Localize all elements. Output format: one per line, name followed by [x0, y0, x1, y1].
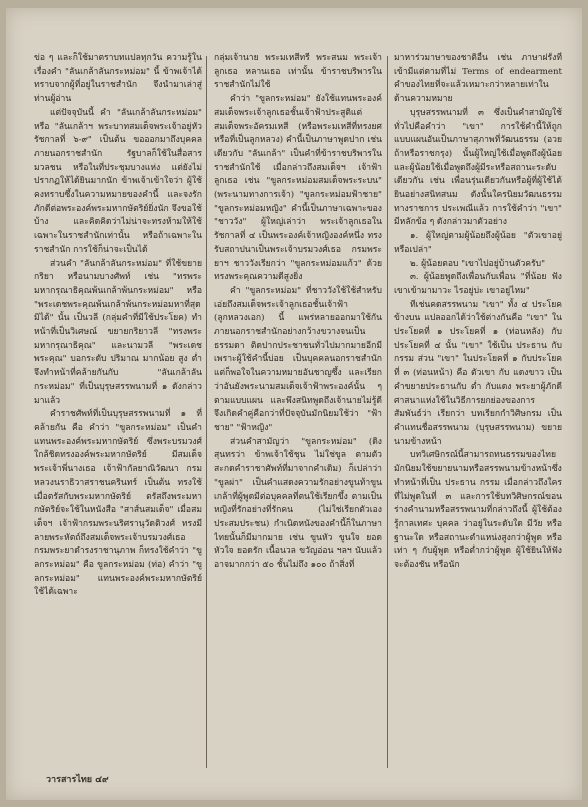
- paragraph: ทีเช่นคดสรรพนาม "เขา" ทั้ง ๔ ประโยคข้างบน แปลออกได้ว่าใช้ต่างกันคือ "เขา" ในประโยคที่ ๑ ประโยคที่ ๑ (ท่อนหลัง) กับประโยคที่ ๔ นั้น "เขา" ใช้เป็น ประธาน กับ กรรม ส่วน "เขา" ในประโยคที่ ๑ กับประโยคที่ ๓ (ท่อนหน้า) คือ ตัวเขา กับ แดงขาว เป็นคำขยายประธานกับ ต่ำ กับแดง พระยาผู้ภักดีศาสนาแห่งใช้ในวิธีการยกย่องของการสัมพันธ์ว่า เรียกว่า บทเรียกกำวิศิษกรม เป็นคำแทนชื่อสรรพนาม (บุรุษสรรพนาม) ขยายนามข้างหน้า: [394, 299, 562, 447]
- paragraph: ๒. ผู้น้อยตอบ "เขาไปอยู่บ้านตัวครับ": [410, 258, 546, 269]
- paragraph: แต่ปัจจุบันนี้ คำ "ลันเกล้าลันกระหม่อม" หรือ "ลันเกล้าฯ พระบาทสมเด็จพระเจ้าอยู่หัวรัชกาลที่ ๖-๙" เป็นต้น ขอออกมาถึงบุคคลภายนอกราชสำนัก รัฐบาลก็ใช้ในสื่อสารมวลชน หรือในที่ประชุมบางแห่ง แต่ยังไม่ปรากฏให้ได้ยินมากนัก ข้าพเจ้าเข้าใจว่า ผู้ใช้คงทราบซึ้งในความหมายของคำนี้ และจงรักภักดีต่อพระองค์พระมหากษัตริย์ยิ่งนัก จึงขอใช้บ้าง และคิดคิดว่าไม่น่าจะทรงห้ามให้ใช้เฉพาะในราชสำนักเท่านั้น หรือถ้าเฉพาะในราชสำนัก การใช้ก็น่าจะเป็นได้: [34, 107, 202, 255]
- text-column-right: [394, 52, 562, 772]
- paragraph: คำว่า "ขูลกระหม่อม" ยังใช้แทนพระองค์สมเด็จพระเจ้าลูกเธอชั้นเจ้าฟ้าประสูติแต่สมเด็จพระอัครมเหสี (หรือพระมเหสีที่ทรงยศ หรือที่เป็นลูกหลวง) คำนี้เป็นภาษาพูดปาก เช่นเดียวกับ "ลันเกล้า" เป็นคำที่ข้าราชบริพารในราชสำนักใช้ เมื่อกล่าวถึงสมเด็จฯ เจ้าฟ้า ลูกเธอ เช่น "ขูลกระหม่อมสมเด็จพระระบน" (พระนามทางการเจ้า) "ขูลกระหม่อมฟ้าชาย" "ขูลกระหม่อมหญิง" คำนี้เป็นภาษาเฉพาะของ "ชาววัง" ผู้ใหญ่เล่าว่า พระเจ้าลูกเธอในรัชกาลที่ ๔ เป็นพระองค์เจ้าหญิงองค์หนึ่ง ทรงรับสถาปนาเป็นพระเจ้าบรมวงศ์เธอ กรมพระยาฯ ชาววังเรียกว่า "ขูลกระหม่อมแก้ว" ด้วยทรงพระคุณความดีสูงยิ่ง: [214, 94, 382, 283]
- paragraph: กลุ่มเจ้านาย พระมเหสีทรี พระสนม พระเจ้าลูกเธอ หลานเธอ เท่านั้น ข้าราชบริพารในราชสำนักไม่ใช้: [214, 53, 382, 91]
- text-column-left: [34, 52, 202, 772]
- column-divider: [387, 56, 388, 768]
- paragraph: คำ "ขูลกระหม่อม" ที่ชาววังใช้ใช้สำหรับเอ่ยถึงสมเด็จพระเจ้าลูกเธอชั้นเจ้าฟ้า (ลูกหลวงเอก) นี้ แพร่หลายออกมาใช้กันภายนอกราชสำนักอย่างกว้างขวางจนเป็นธรรมดา ติดปากประชาชนทั่วไปมากมายอีกมี เพราะผู้ใช้คำนี้บ่อย เป็นบุคคลนอกราชสำนัก แต่ก็พอใจในความหมายอันชาญซึ้ง และเรียกว่าอันยังพระนามสมเด็จเจ้าฟ้าพระองค์นั้น ๆ ตามแบบแผน และพึงสนิทพูดถึงเจ้านายไม่รู้ดี จึงเกิดคำคู่คือกว่าที่ปัจจุบันมักนิยมใช้ว่า "ฟ้าชาย" "ฟ้าหญิง": [214, 285, 382, 433]
- column-divider: [206, 56, 207, 768]
- paragraph: มาหาร่วมาษาของชาติอื่น เช่น ภาษาฝรั่งที่เข้ามีแต่ตามที่ไม่ Terms of endearment คำของไทยที่จะแล้วเหมาะกว่าหลายเท่าในด้านความหมาย: [394, 53, 562, 105]
- paragraph: ส่วนคำสามัญว่า "ขูลกระหม่อม" (ดิงสุนทรว่า ข้าพเจ้าใช้ชุน ไม่ใช่ขูล ตามตัวสะกดคำราชาศัพท์ที่มาจากคำเดิม) ก็เปล่าว่า "ขูลผ่า" เป็นคำแสดงความรักอย่างขูนท้าขูนเกล้าที่ผู้พูดมีต่อบุคคลที่ตนใช้เรียกขึ้ง ตามเป็นหญิงที่รักอย่างที่รักคน (ไม่ใช่เรียกตัวเองประสมประชน) กำเนิดหนังของคำนี้ก็ในภาษาไทยนั้นก็มีมากมาย เช่น ขูนหัว ขูนใจ ยอดหัวใจ ยอดรัก เนื้อนวล ขวัญอ่อน ฯลฯ นับแล้วอาจมากกว่า ๕๐ ชั้นไม่ถึง ๑๐๐ ถ้าสิ่งที่: [214, 436, 382, 571]
- paragraph: ข่อ ๆ และก็ใช้มาตราบทแปลทุกวัน ความรู้ในเรื่องคำ "ลันเกล้าลันกระหม่อม" นี้ ข้าพเจ้าได้ทราบจากผู้ที่อยู่ในราชสำนัก จึงนำมาเล่าสู่ท่านผู้อ่าน: [34, 53, 202, 105]
- paragraph: ส่วนคำ "ลันกล้าลันกระหม่อม" ที่ใช้ขยายกริยา หรือนามบางศัพท์ เช่น "ทรพระมหากรุณาธิคุณพ้นเกล้าพ้นกระหม่อม" หรือ "พระเดชพระคุณพ้นเกล้าพ้นกระหม่อมหาที่สุดมิได้" นั้น เป็นวลี (กลุ่มคำที่มีใช้ประโยค) ทำหน้าที่เป็นวิเศษณ์ ขยายกริยาวลี "ทรงพระมหากรุณาธิคุณ" และนามวลี "พระเดชพระคุณ" บอกระดับ ปริมาณ มากน้อย สูง ต่ำ จึงทำหน้าที่คล้ายกันกับ "ลันเกล้าลันกระหม่อม" ที่เป็นบุรุษสรรพนามที่ ๑ ดังกล่าวมาแล้ว: [34, 258, 202, 406]
- paragraph: บทวิเศษิกรณ์นี้สามารถทนธรรมของไทยมักนิยมใช้ขยายนามหรือสรรพนามข้างหน้าซึ่งทำหน้าที่เป็น ประธาน กรรม เมื่อกล่าวถึงใครที่ไม่พูดในที่ ๓ และการใช้บทวิศิษกรณ์ขอนร่างคำนามหรือสรรพนามที่กล่าวถึงนี้ ผู้ใช้ต้องรู้กาลเทศะ บุคคล ว่าอยู่ในระดับใด มีวัย หรือฐานะใด หรือสถานะตำแหน่งสูงกว่าผู้พูด หรือเท่า ๆ กับผู้พูด หรือต่ำกว่าผู้พูด ผู้ใช้ยินให้ฟังจะต้องชัน หรือนัก: [394, 450, 562, 571]
- page-footer: วารสารไทย ๔๙: [46, 775, 109, 785]
- paragraph: บุรุษสรรพนามที่ ๓ ซึ่งเป็นคำสามัญใช้ทั่วไปคือคำว่า "เขา" การใช้คำนี้ให้ถูกแบบแผนอันเป็นภาษาสุภาพที่วัฒนธรรม (อวยถ้าหรือราชกรุง) นั้นผู้ใหญ่ใช้เมื่อพูดถึงผู้น้อย และผู้น้อยใช้เมื่อพูดถึงผู้มีระหรือสถานะระดับเดียวกัน เช่น เพื่อนรุ่นเดียวกันหรือผู้ที่ผู้ใช้ได้ยินอย่างสนิทสนม ดังนั้นใครนิยมวัฒนธรรมทางราชการ ประเพณีแล้ว การใช้คำว่า "เขา" มีหลักข้อ ๆ ดังกล่าวมาตัวอย่าง: [394, 107, 562, 228]
- text-column-middle: [214, 52, 382, 772]
- paragraph: ๓. ผู้น้อยพูดถึงเพื่อนกับเพื่อน "ที่น้อย ฟังเขาเข้ามามาวะ ไรอยู่บ่ะ เขาอยู่ไหม": [394, 272, 562, 296]
- paragraph: ๑. ผู้ใหญ่ตามผู้น้อยถึงผู้น้อย "ตัวเขาอยู่หรือเปล่า": [394, 231, 562, 255]
- paragraph: คำราชศัพท์ที่เป็นบุรุษสรรพนามที่ ๑ ที่คล้ายกัน คือ คำว่า "ขูลกระหม่อม" เป็นคำแทนพระองค์พระมหากษัตริย์ ซึ่งพระบรมวงศ์ใกล้ชิดทรงองค์พระมหากษัตริย์ มีสมเด็จพระเจ้าพี่นางเธอ เจ้าฟ้ากัลยาณิวัฒนา กรมหลวงนราธิวาสราชนครินทร์ เป็นต้น ทรงใช้เมื่อตรัสกับพระมหากษัตริย์ ตรัสถึงพระมหากษัตริย์จะใช้ในหนังสือ "สาส์นสมเด็จ" เมื่อสมเด็จฯ เจ้าฟ้ากรมพระนริศรานุวัดติวงศ์ ทรงมีลายพระหัตถ์ถึงสมเด็จพระเจ้าบรมวงศ์เธอ กรมพระยาดำรงราชานุภาพ ก็ทรงใช้คำว่า "ขูลกระหม่อม" คือ ขูลกระหม่อม (ท่อ) คำว่า "ขูลกระหม่อม" แทนพระองค์พระมหากษัตริย์ ใช้ได้เฉพาะ: [34, 409, 202, 598]
- magazine-page: [6, 8, 582, 800]
